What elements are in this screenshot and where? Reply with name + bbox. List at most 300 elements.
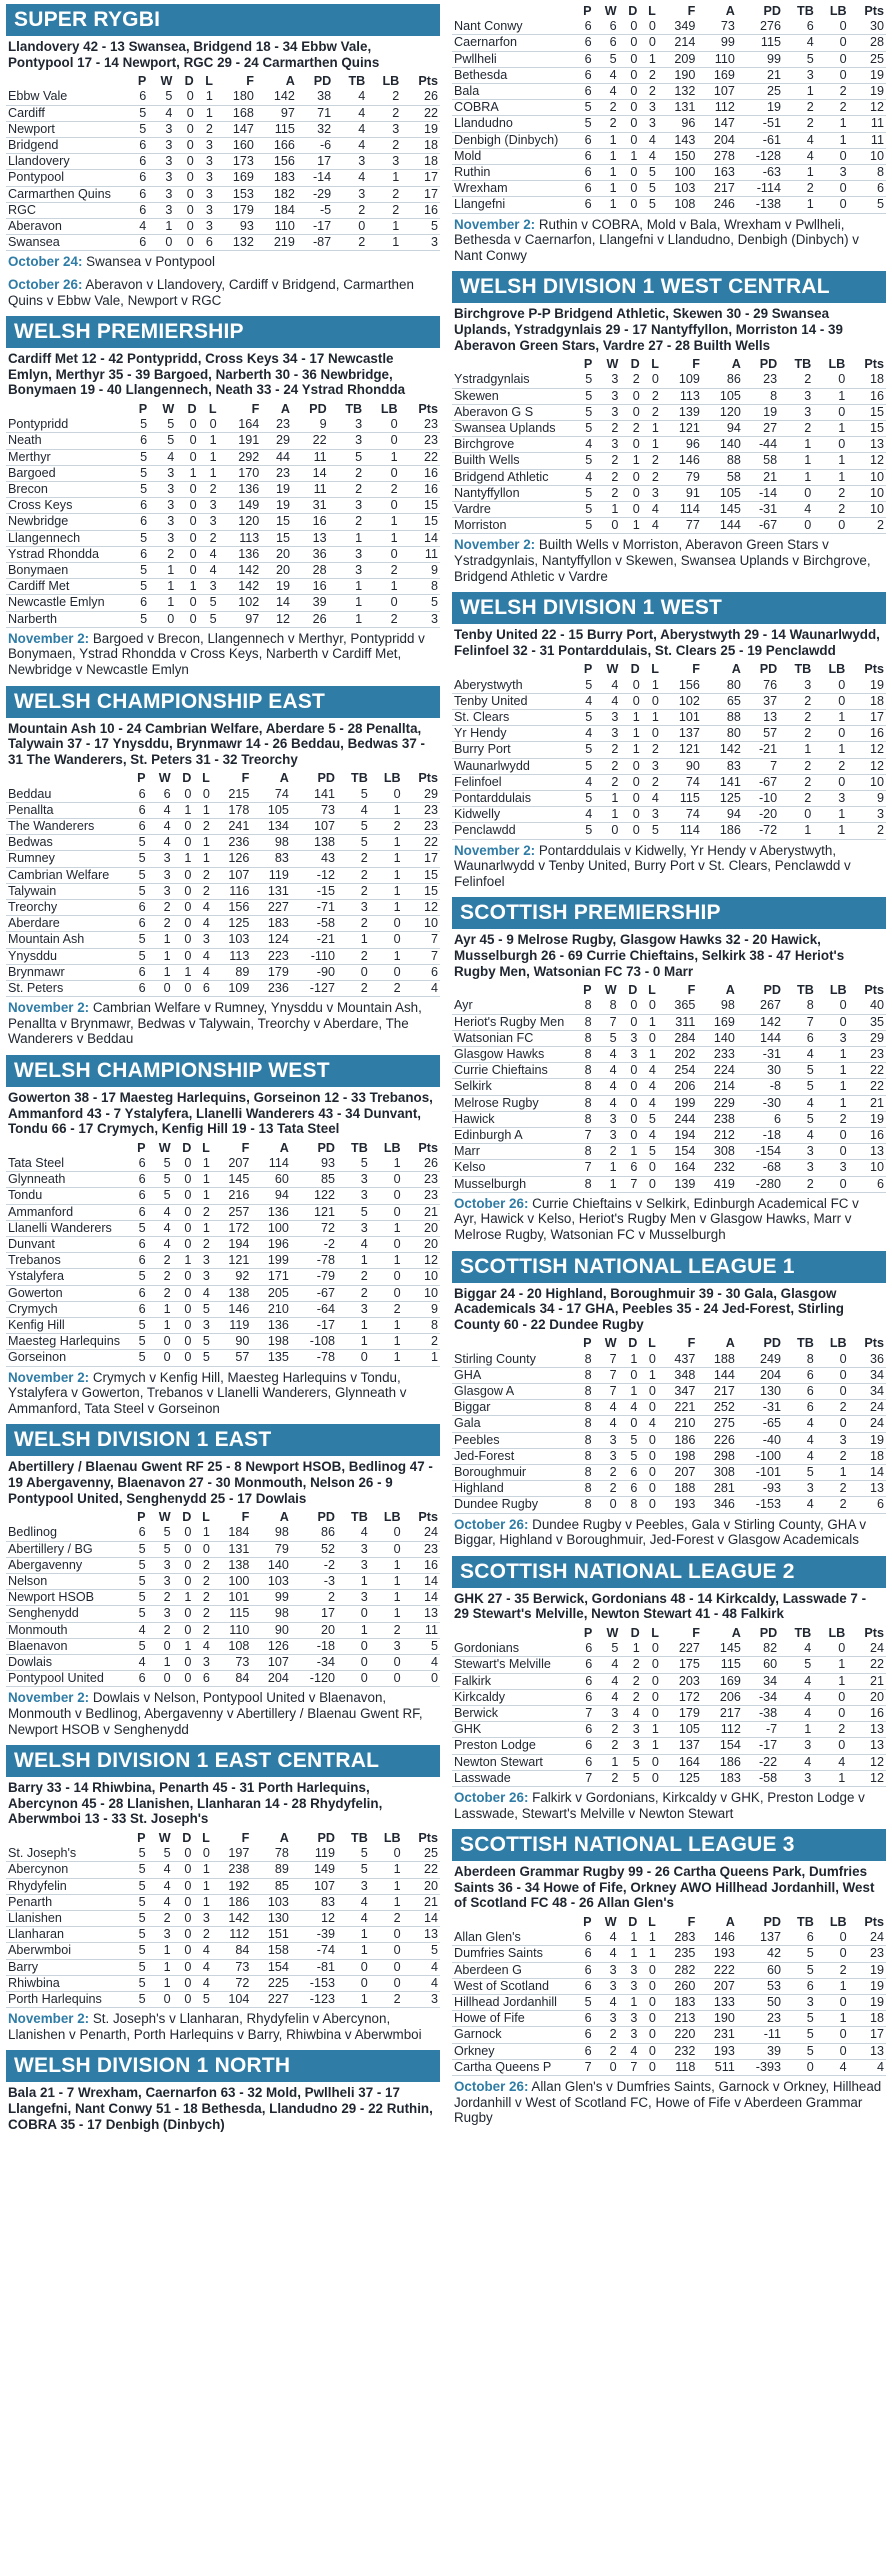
stat-cell: 144 (697, 1367, 737, 1383)
team-name: Ebbw Vale (6, 89, 128, 105)
stat-cell: 0 (364, 546, 399, 562)
stat-cell: 3 (196, 186, 215, 202)
stat-cell: 13 (849, 1144, 886, 1160)
table-body (452, 19, 886, 213)
stat-cell: 1 (193, 1878, 211, 1894)
table-body (452, 678, 886, 840)
stat-cell: 131 (251, 883, 291, 899)
stat-cell: 0 (173, 1350, 194, 1366)
stat-cell: 71 (297, 105, 333, 121)
stat-cell: 17 (291, 1606, 337, 1622)
column-header: L (651, 357, 659, 372)
stat-cell: 2 (148, 1911, 173, 1927)
stat-cell: 1 (193, 1188, 211, 1204)
stat-cell: 0 (639, 1432, 657, 1448)
stat-cell: 16 (847, 1706, 886, 1722)
header-row (6, 771, 440, 786)
stat-cell: 3 (594, 1432, 619, 1448)
team-name: Bala (452, 84, 574, 100)
stat-cell: 43 (291, 851, 337, 867)
stat-cell: 0 (816, 51, 849, 67)
team-name: Ayr (452, 998, 574, 1014)
stat-cell: 13 (292, 530, 329, 546)
stat-cell: 23 (261, 417, 292, 433)
stat-cell: 21 (743, 469, 779, 485)
stat-cell: 2 (148, 1269, 173, 1285)
stat-cell: 121 (661, 742, 702, 758)
stat-cell: 5 (128, 1878, 148, 1894)
stat-cell: 1 (594, 1176, 619, 1192)
stat-cell: 3 (594, 1128, 619, 1144)
stat-cell: 4 (403, 1655, 440, 1671)
stat-cell: 0 (174, 202, 195, 218)
stat-cell: 283 (658, 1930, 698, 1946)
table-body (6, 787, 440, 997)
stat-cell: 8 (619, 1497, 640, 1513)
stat-cell: 0 (619, 1128, 640, 1144)
stat-cell: 146 (697, 1930, 737, 1946)
stat-cell: 34 (849, 1367, 886, 1383)
column-header: TB (794, 357, 812, 372)
stat-cell: -128 (737, 148, 783, 164)
column-header: F (687, 1915, 696, 1930)
stat-cell: 3 (337, 1541, 370, 1557)
table-header (6, 1510, 440, 1525)
stat-cell: 57 (212, 1350, 252, 1366)
stat-cell: 1 (337, 1253, 370, 1269)
stat-cell: 3 (619, 2011, 640, 2027)
stat-cell: 2 (364, 611, 399, 627)
stat-cell: 1 (148, 964, 173, 980)
team-name: Crymych (6, 1301, 128, 1317)
stat-cell: 6 (574, 197, 594, 213)
team-name: Pontypool (6, 170, 128, 186)
table-row (452, 1128, 886, 1144)
stat-cell: 0 (337, 1350, 370, 1366)
stat-cell: 1 (813, 1657, 847, 1673)
stat-cell: 17 (297, 154, 333, 170)
table-row (452, 485, 886, 501)
stat-cell: 216 (212, 1188, 252, 1204)
stat-cell: 131 (658, 100, 698, 116)
stat-cell: 186 (658, 1432, 698, 1448)
table-row (452, 1352, 886, 1368)
stat-cell: 179 (661, 1706, 702, 1722)
stat-cell: 227 (661, 1641, 702, 1657)
stat-cell: 107 (251, 1655, 291, 1671)
stat-cell: 0 (594, 1497, 619, 1513)
standings-table (452, 983, 886, 1193)
stat-cell: 88 (702, 453, 743, 469)
stat-cell: 1 (367, 235, 401, 251)
stat-cell: 16 (401, 202, 440, 218)
stat-cell: 144 (702, 518, 743, 534)
stat-cell: 23 (400, 417, 440, 433)
stat-cell: 0 (620, 388, 641, 404)
table-row (6, 835, 440, 851)
stat-cell: 90 (212, 1334, 252, 1350)
stat-cell: 137 (737, 1930, 783, 1946)
stat-cell: 0 (173, 787, 194, 803)
header-row (452, 1915, 886, 1930)
column-header: PD (763, 1336, 781, 1351)
stat-cell: 3 (594, 388, 620, 404)
stat-cell: 0 (370, 1525, 403, 1541)
stat-cell: 23 (403, 802, 440, 818)
stat-cell: 4 (193, 1638, 211, 1654)
header-row (452, 662, 886, 677)
stat-cell: 1 (642, 421, 661, 437)
stat-cell: 3 (400, 611, 440, 627)
table-row (6, 449, 440, 465)
stat-cell: 24 (849, 1930, 886, 1946)
stat-cell: 5 (148, 1188, 173, 1204)
stat-cell: 5 (128, 1606, 148, 1622)
stat-cell: 5 (574, 791, 594, 807)
stat-cell: -108 (291, 1334, 337, 1350)
column-header: Pts (418, 771, 438, 786)
team-name: Newport (6, 121, 128, 137)
stat-cell: 199 (658, 1095, 698, 1111)
stat-cell: 6 (574, 1738, 594, 1754)
stat-cell: 8 (574, 1063, 594, 1079)
header-row (452, 1336, 886, 1351)
stat-cell: 1 (642, 1722, 661, 1738)
table-row (6, 482, 440, 498)
stat-cell: -153 (291, 1975, 337, 1991)
stat-cell: 2 (148, 1590, 173, 1606)
stat-cell: 0 (173, 932, 194, 948)
stat-cell: 6 (128, 138, 148, 154)
stat-cell: 0 (639, 1448, 657, 1464)
stat-cell: 4 (574, 693, 594, 709)
team-name: Watsonian FC (452, 1030, 574, 1046)
stat-cell: 198 (251, 1334, 291, 1350)
stat-cell: -90 (291, 964, 337, 980)
stat-cell: 114 (251, 1156, 291, 1172)
standings-table (6, 74, 440, 251)
stat-cell: 57 (743, 726, 779, 742)
stat-cell: 4 (594, 1673, 620, 1689)
team-name: Tenby United (452, 693, 574, 709)
table-row (6, 981, 440, 997)
stat-cell: 4 (337, 1894, 370, 1910)
fixture-date: October 26: (454, 1516, 529, 1532)
column-header: L (648, 1336, 656, 1351)
stat-cell: 4 (148, 1862, 173, 1878)
table-header (452, 4, 886, 19)
stat-cell: 8 (574, 1144, 594, 1160)
stat-cell: 11 (403, 1622, 440, 1638)
column-header: L (648, 1915, 656, 1930)
stat-cell: 5 (574, 518, 594, 534)
stat-cell: 4 (639, 1128, 657, 1144)
stat-cell: 6 (128, 916, 148, 932)
stat-cell: 3 (847, 807, 886, 823)
stat-cell: 22 (292, 433, 329, 449)
stat-cell: 20 (403, 1878, 440, 1894)
stat-cell: 141 (702, 774, 743, 790)
stat-cell: 171 (251, 1269, 291, 1285)
stat-cell: 107 (291, 819, 337, 835)
stat-cell: 0 (173, 1557, 194, 1573)
stat-cell: 6 (128, 1204, 148, 1220)
team-name: Highland (452, 1481, 574, 1497)
stat-cell: 8 (574, 1176, 594, 1192)
stat-cell: 0 (619, 67, 640, 83)
stat-cell: 4 (594, 1095, 619, 1111)
stat-cell: 236 (212, 835, 252, 851)
stat-cell: 190 (697, 2011, 737, 2027)
column-header: A (280, 401, 290, 416)
stat-cell: 5 (639, 1111, 657, 1127)
team-name: Gowerton (6, 1285, 128, 1301)
team-name: Caernarfon (452, 35, 574, 51)
team-name: Stewart's Melville (452, 1657, 574, 1673)
stat-cell: 1 (370, 1590, 403, 1606)
team-header (452, 1336, 574, 1351)
stat-cell: 3 (148, 1557, 173, 1573)
stat-cell: 0 (173, 1622, 194, 1638)
stat-cell: 0 (816, 1014, 849, 1030)
stat-cell: 82 (743, 1641, 779, 1657)
stat-cell: 0 (173, 1269, 194, 1285)
table-header (452, 1336, 886, 1351)
stat-cell: -12 (291, 867, 337, 883)
team-header (452, 357, 574, 372)
team-name: Penclawdd (452, 823, 574, 839)
stat-cell: 142 (212, 1911, 252, 1927)
stat-cell: 1 (594, 791, 620, 807)
results-line: Birchgrove P-P Bridgend Athletic, Skewen 30 - 29 Swansea Uplands, Ystradgynlais 29 - 17 Nantyffyllon, Morriston 14 - 39 Aberavon Green Stars, Vardre 27 - 28 Builth Wells (454, 306, 843, 353)
header-row (452, 357, 886, 372)
team-name: Pontarddulais (452, 791, 574, 807)
stat-cell: 13 (849, 1481, 886, 1497)
stat-cell: 2 (193, 1927, 211, 1943)
table-body (6, 1846, 440, 2008)
stat-cell: 0 (642, 1754, 661, 1770)
stat-cell: 1 (370, 851, 403, 867)
stat-cell: 72 (291, 1220, 337, 1236)
stat-cell: 1 (594, 132, 619, 148)
stat-cell: -31 (743, 502, 779, 518)
team-name: Pwllheli (452, 51, 574, 67)
stat-cell: 0 (813, 372, 847, 388)
team-name: Carmarthen Quins (6, 186, 128, 202)
stat-cell: 1 (783, 165, 816, 181)
stat-cell: -61 (737, 132, 783, 148)
stat-cell: 0 (337, 1606, 370, 1622)
stat-cell: 1 (816, 1063, 849, 1079)
stat-cell: 6 (574, 148, 594, 164)
stat-cell: 137 (661, 1738, 702, 1754)
stat-cell: 73 (697, 19, 737, 35)
stat-cell: 94 (702, 421, 743, 437)
team-name: Cartha Queens P (452, 2059, 574, 2075)
stat-cell: 0 (174, 186, 195, 202)
stat-cell: 4 (199, 563, 219, 579)
stat-cell: 6 (128, 514, 149, 530)
team-name: Bargoed (6, 465, 128, 481)
stat-cell: 0 (594, 518, 620, 534)
stat-cell: 1 (783, 197, 816, 213)
stat-cell: 154 (658, 1144, 698, 1160)
stat-cell: 19 (849, 1995, 886, 2011)
table-row (6, 1269, 440, 1285)
stat-cell: 2 (367, 138, 401, 154)
fixture-list: Crymych v Kenfig Hill, Maesteg Harlequins v Tondu, Ystalyfera v Gowerton, Trebanos v Llanelli Wanderers, Glynneath v Ammanford, Tata Steel v Gorseinon (8, 1369, 407, 1416)
stat-cell: 12 (847, 742, 886, 758)
stat-cell: 6 (128, 1188, 148, 1204)
stat-cell: 2 (594, 2043, 619, 2059)
stat-cell: -120 (291, 1671, 337, 1687)
stat-cell: 85 (251, 1878, 291, 1894)
stat-cell: 0 (173, 1301, 194, 1317)
stat-cell: 24 (849, 1416, 886, 1432)
team-name: Bethesda (452, 67, 574, 83)
stat-cell: 5 (337, 787, 370, 803)
stat-cell: 254 (658, 1063, 698, 1079)
stat-cell: 12 (291, 1911, 337, 1927)
stat-cell: 0 (370, 1975, 403, 1991)
fixture-date: November 2: (8, 1369, 90, 1385)
stat-cell: 3 (196, 170, 215, 186)
stat-cell: 2 (620, 1673, 641, 1689)
stat-cell: 199 (251, 1253, 291, 1269)
stat-cell: -79 (291, 1269, 337, 1285)
table-row (452, 469, 886, 485)
stat-cell: 23 (403, 1172, 440, 1188)
stat-cell: 1 (176, 465, 198, 481)
stat-cell: 0 (173, 1911, 194, 1927)
stat-cell: 246 (697, 197, 737, 213)
stat-cell: 3 (148, 851, 173, 867)
table-row (452, 1079, 886, 1095)
stat-cell: 0 (619, 1095, 640, 1111)
column-header: TB (351, 771, 368, 786)
standings-table (6, 1831, 440, 2008)
stat-cell: 6 (574, 35, 594, 51)
stat-cell: 4 (639, 1063, 657, 1079)
results-line: Abertillery / Blaenau Gwent RF 25 - 8 Newport HSOB, Bedlinog 47 - 19 Abergavenny, Blaenavon 27 - 30 Monmouth, Nelson 26 - 9 Pontypool United, Senghenydd 25 - 17 Dowlais (8, 1459, 433, 1506)
stat-cell: 1 (642, 1738, 661, 1754)
stat-cell: 4 (193, 1959, 211, 1975)
stat-cell: 0 (403, 1671, 440, 1687)
stat-cell: 6 (574, 19, 594, 35)
fixtures-line (6, 1687, 440, 1741)
table-row (452, 1176, 886, 1192)
stat-cell: 138 (212, 1285, 252, 1301)
stat-cell: 2 (620, 421, 641, 437)
stat-cell: 115 (256, 121, 297, 137)
stat-cell: 229 (697, 1095, 737, 1111)
stat-cell: 19 (261, 498, 292, 514)
stat-cell: 2 (779, 421, 813, 437)
stat-cell: 1 (199, 465, 219, 481)
stat-cell: 1 (783, 84, 816, 100)
stat-cell: 4 (128, 1622, 148, 1638)
table-row (452, 1367, 886, 1383)
stat-cell: 0 (619, 100, 640, 116)
team-name: Llandovery (6, 154, 128, 170)
column-header: A (725, 1336, 735, 1351)
stat-cell: 4 (333, 138, 367, 154)
stat-cell: 136 (251, 1318, 291, 1334)
team-name: Ystradgynlais (452, 372, 574, 388)
stat-cell: 0 (816, 1930, 849, 1946)
team-name: Llanishen (6, 1911, 128, 1927)
stat-cell: 233 (697, 1047, 737, 1063)
stat-cell: 24 (847, 1641, 886, 1657)
stat-cell: 1 (193, 851, 211, 867)
table-row (452, 518, 886, 534)
stat-cell: 2 (594, 742, 620, 758)
table-row (452, 1754, 886, 1770)
stat-cell: 12 (847, 1754, 886, 1770)
stat-cell: 107 (212, 867, 252, 883)
stat-cell: 0 (370, 1927, 403, 1943)
stat-cell: 2 (337, 867, 370, 883)
stat-cell: 18 (401, 138, 440, 154)
stat-cell: 1 (193, 1894, 211, 1910)
table-row (6, 802, 440, 818)
stat-cell: 1 (173, 1253, 194, 1269)
table-row (6, 1671, 440, 1687)
stat-cell: 2 (779, 774, 813, 790)
team-name: GHK (452, 1722, 574, 1738)
stat-cell: 2 (329, 514, 364, 530)
stat-cell: 1 (403, 1350, 440, 1366)
column-header: PD (317, 1831, 335, 1845)
stat-cell: 0 (639, 2043, 657, 2059)
stat-cell: 0 (639, 1176, 657, 1192)
team-name: Rumney (6, 851, 128, 867)
stat-cell: 2 (594, 469, 620, 485)
stat-cell: 0 (176, 514, 198, 530)
fixtures-line (6, 997, 440, 1051)
stat-cell: 5 (574, 710, 594, 726)
stat-cell: 2 (642, 388, 661, 404)
stat-cell: 6 (783, 1978, 816, 1994)
stat-cell: 16 (292, 579, 329, 595)
stat-cell: 142 (256, 89, 297, 105)
stat-cell: 12 (403, 1253, 440, 1269)
stat-cell: 6 (128, 202, 148, 218)
stat-cell: 0 (173, 1204, 194, 1220)
stat-cell: 0 (619, 51, 640, 67)
column-header: LB (829, 1336, 847, 1351)
team-name: Preston Lodge (452, 1738, 574, 1754)
stat-cell: 2 (779, 710, 813, 726)
stat-cell: 164 (661, 1754, 702, 1770)
stat-cell: 193 (658, 1497, 698, 1513)
team-name: Cardiff Met (6, 579, 128, 595)
column-header: F (692, 662, 700, 677)
stat-cell: 16 (292, 514, 329, 530)
stat-cell: 13 (403, 1606, 440, 1622)
stat-cell: 4 (779, 1754, 813, 1770)
table-row (6, 89, 440, 105)
stat-cell: 2 (370, 1622, 403, 1638)
stat-cell: 8 (574, 1047, 594, 1063)
stat-cell: 0 (148, 1350, 173, 1366)
stat-cell: 6 (574, 2043, 594, 2059)
table-row (6, 1188, 440, 1204)
stat-cell: 0 (642, 1641, 661, 1657)
stat-cell: 6 (574, 1930, 594, 1946)
table-row (6, 1541, 440, 1557)
stat-cell: 183 (702, 1770, 743, 1786)
